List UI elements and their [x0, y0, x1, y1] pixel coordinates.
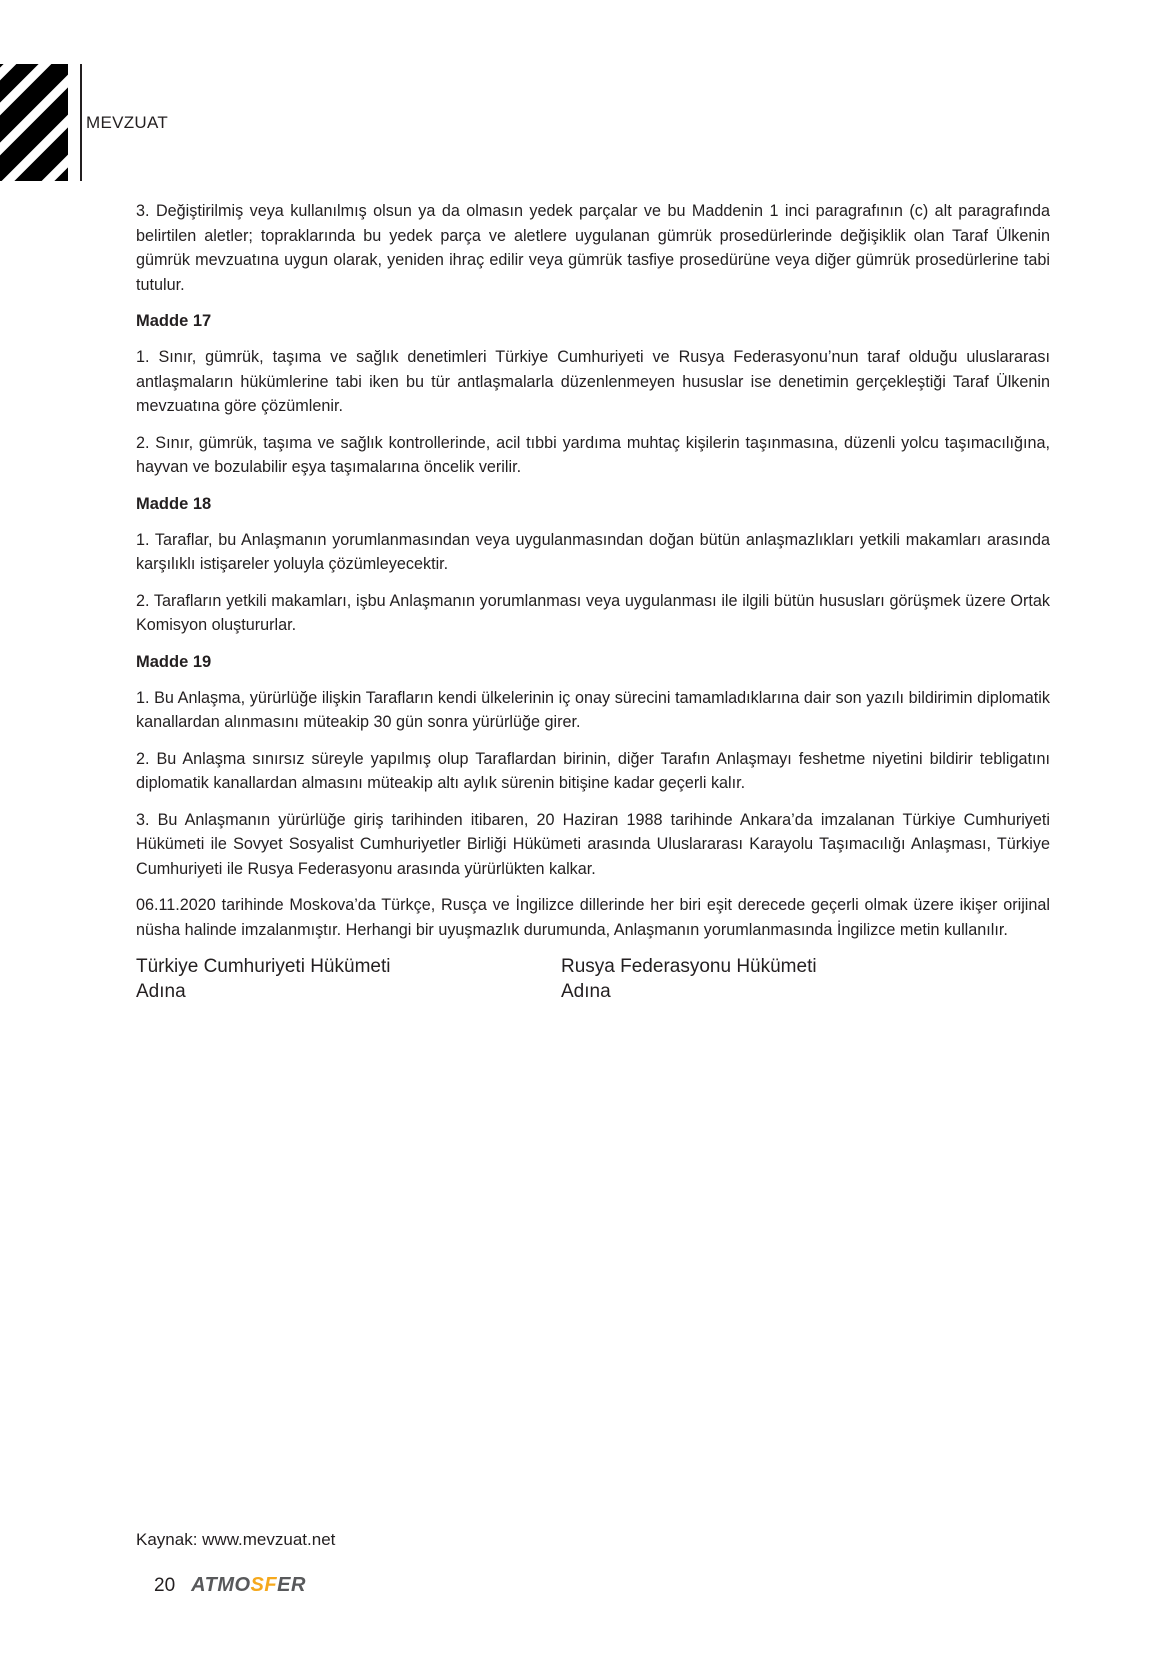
signature-on-behalf: Adına	[561, 981, 611, 1002]
article-paragraph: 1. Taraflar, bu Anlaşmanın yorumlanmasından veya uygulanmasından doğan bütün anlaşmazlıkları yetkili makamları arasında karşılıklı istişareler yoluyla çözümleyecektir.	[136, 530, 1050, 573]
article-paragraph: 1. Sınır, gümrük, taşıma ve sağlık denetimleri Türkiye Cumhuriyeti ve Rusya Federasyonu’nun taraf olduğu uluslararası antlaşmaların hükümlerine tabi iken bu tür antlaşmalarla düzenlenmeyen hususlar ise denetimin gerçekleştiği Taraf Ülkenin mevzuatına göre çözümlenir.	[136, 348, 1050, 415]
article-paragraph: 1. Bu Anlaşma, yürürlüğe ilişkin Tarafların kendi ülkelerinin iç onay sürecini tamamladıklarına dair son yazılı bildirimin diplomatik kanallardan alınmasını müteakip 30 gün sonra yürürlüğe girer.	[136, 688, 1050, 731]
intro-paragraph: 3. Değiştirilmiş veya kullanılmış olsun ya da olmasın yedek parçalar ve bu Maddenin 1 inci paragrafının (c) alt paragrafında belirtilen aletler; topraklarında bu yedek parça ve aletlere uygulanan gümrük prosedürlerinde değişiklik olan Taraf Ülkenin gümrük mevzuatına uygun olarak, yeniden ihraç edilir veya gümrük tasfiye prosedürüne veya diğer gümrük prosedürlerine tabi tutulur.	[136, 202, 1050, 294]
page-footer	[154, 1574, 306, 1597]
signature-block	[136, 954, 1050, 1004]
brand-accent-text: SF	[250, 1574, 278, 1596]
article-paragraph: 2. Bu Anlaşma sınırsız süreyle yapılmış olup Taraflardan birinin, diğer Tarafın Anlaşmayı feshetme niyetini bildirir tebligatını diplomatik kanallardan almasını müteakip altı aylık sürenin bitişine kadar geçerli kalır.	[136, 749, 1050, 792]
section-label: MEVZUAT	[86, 113, 169, 132]
signature-russia	[561, 954, 986, 1004]
brand-logo	[191, 1574, 306, 1597]
signature-turkey	[136, 954, 561, 1004]
signature-government: Türkiye Cumhuriyeti Hükümeti	[136, 956, 391, 977]
signature-on-behalf: Adına	[136, 981, 186, 1002]
header-divider	[80, 64, 82, 181]
brand-text: ER	[277, 1574, 306, 1596]
document-body	[136, 199, 1050, 1004]
article-title: Madde 19	[136, 652, 212, 671]
article-paragraph: 3. Bu Anlaşmanın yürürlüğe giriş tarihinden itibaren, 20 Haziran 1988 tarihinde Ankara’da imzalanan Türkiye Cumhuriyeti Hükümeti ile Sovyet Sosyalist Cumhuriyetler Birliği Hükümeti arasında Uluslararası Karayolu Taşımacılığı Anlaşması, Türkiye Cumhuriyeti ile Rusya Federasyonu arasında yürürlükten kalkar.	[136, 810, 1050, 878]
source-note: Kaynak: www.mevzuat.net	[136, 1530, 336, 1549]
article-title: Madde 17	[136, 312, 212, 330]
striped-logo-icon	[0, 64, 68, 181]
article-paragraph: 2. Tarafların yetkili makamları, işbu Anlaşmanın yorumlanması veya uygulanması ile ilgili bütün hususları görüşmek üzere Ortak Komisyon oluştururlar.	[136, 591, 1050, 634]
signature-government: Rusya Federasyonu Hükümeti	[561, 956, 817, 977]
article-paragraph: 2. Sınır, gümrük, taşıma ve sağlık kontrollerinde, acil tıbbi yardıma muhtaç kişilerin taşınmasına, düzenli yolcu taşımacılığına, hayvan ve bozulabilir eşya taşımalarına öncelik verilir.	[136, 433, 1050, 476]
article-title: Madde 18	[136, 494, 212, 513]
brand-text: ATMO	[191, 1574, 251, 1596]
page-number: 20	[154, 1574, 176, 1596]
closing-paragraph: 06.11.2020 tarihinde Moskova’da Türkçe, Rusça ve İngilizce dillerinde her biri eşit derecede geçerli olmak üzere ikişer orijinal nüsha halinde imzalanmıştır. Herhangi bir uyuşmazlık durumunda, Anlaşmanın yorumlanmasında İngilizce metin kullanılır.	[136, 896, 1050, 939]
